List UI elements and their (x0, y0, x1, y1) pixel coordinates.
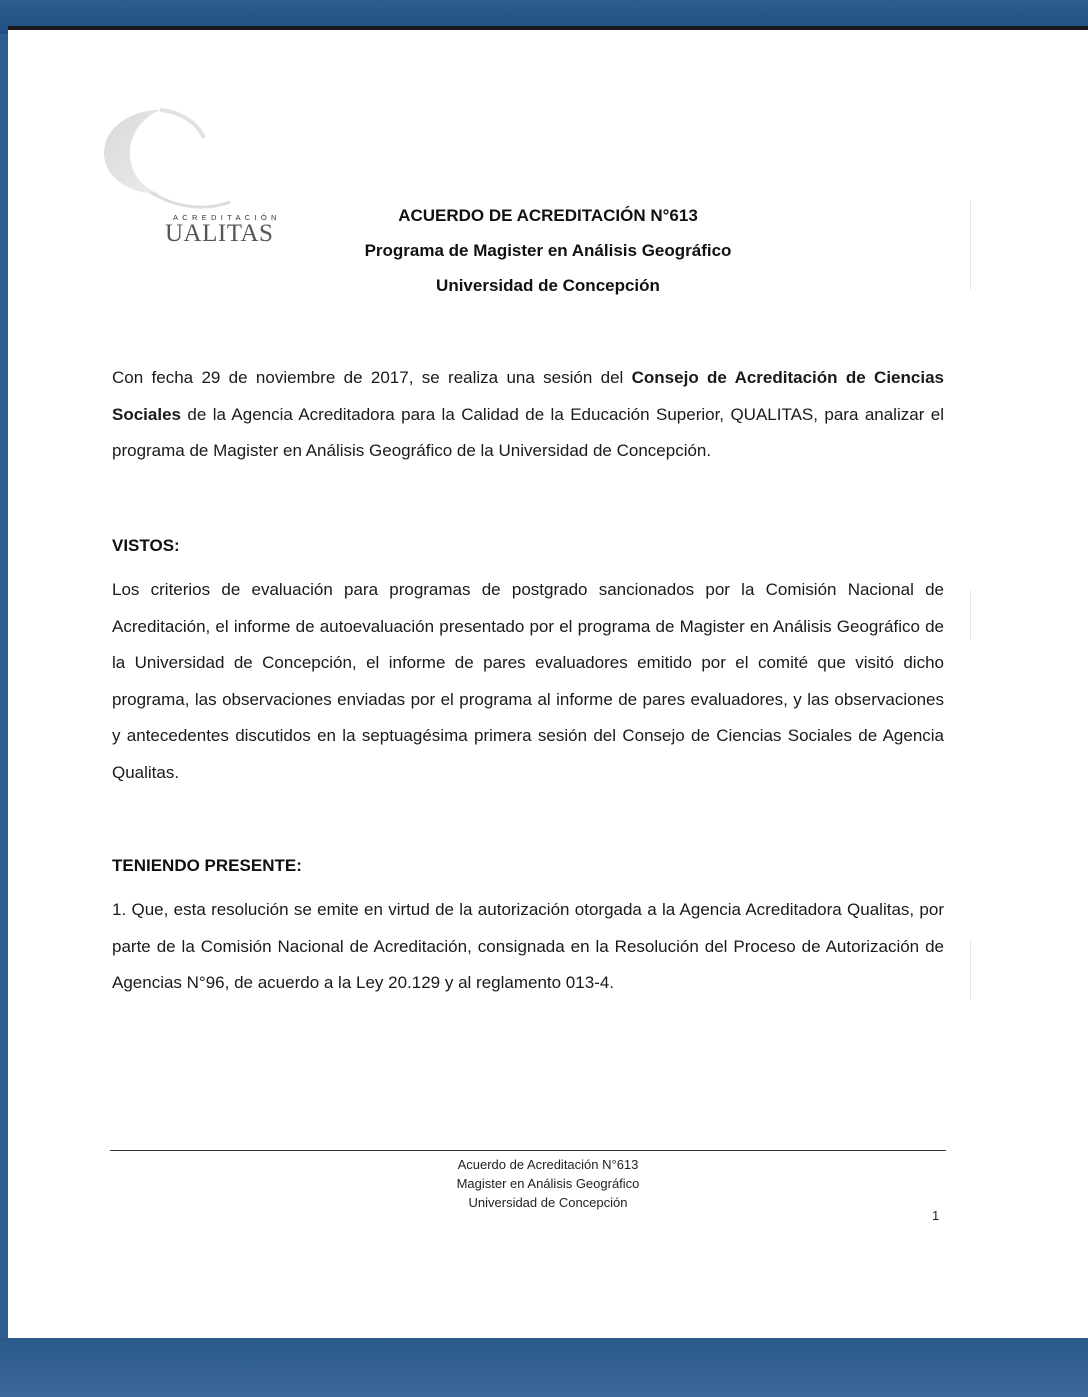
document-page (8, 26, 1088, 1338)
intro-text-end: de la Agencia Acreditadora para la Calidad de la Educación Superior, QUALITAS, para analizar el programa de Magister en Análisis Geográfico de la Universidad de Concepción. (112, 404, 944, 460)
intro-text-start: Con fecha 29 de noviembre de 2017, se realiza una sesión del (112, 368, 632, 387)
program-title: Programa de Magister en Análisis Geográfico (364, 241, 732, 260)
vistos-text: Los criterios de evaluación para programas de postgrado sancionados por la Comisión Nacional de Acreditación, el informe de autoevaluación presentado por el programa de Magister en Análisis Geográfico de la Universidad de Concepción, el informe de pares evaluadores emitido por el comité que visitó dicho programa, las observaciones enviadas por el programa al informe de pares evaluadores, y las observaciones y antecedentes discutidos en la septuagésima primera sesión del Consejo de Ciencias Sociales de Agencia Qualitas. (112, 580, 944, 782)
intro-bold-council: Consejo de Acreditación de Ciencias Sociales (112, 368, 944, 424)
teniendo-paragraph (112, 892, 944, 1002)
teniendo-presente-heading: TENIENDO PRESENTE: (112, 856, 302, 875)
footer-divider (110, 1150, 946, 1151)
logo-big-text: UALITAS (165, 220, 274, 247)
scan-artifact-mark (970, 590, 971, 640)
q-swoosh-icon (90, 98, 320, 218)
intro-paragraph (112, 360, 944, 470)
vistos-heading: VISTOS: (112, 536, 180, 555)
page-number: 1 (932, 1208, 940, 1223)
university-title: Universidad de Concepción (436, 276, 660, 295)
footer-line-1: Acuerdo de Acreditación N°613 (457, 1157, 639, 1172)
scan-artifact-mark (970, 940, 971, 1000)
footer-line-3: Universidad de Concepción (468, 1195, 628, 1210)
vistos-paragraph (112, 572, 944, 791)
scan-bottom-edge (0, 1338, 1088, 1397)
document-title: ACUERDO DE ACREDITACIÓN N°613 (398, 206, 698, 225)
footer-line-2: Magister en Análisis Geográfico (456, 1176, 640, 1191)
qualitas-logo (90, 98, 320, 247)
page-footer (8, 1155, 1088, 1212)
logo-small-text: ACREDITACIÓN (173, 213, 281, 222)
teniendo-item-1: 1. Que, esta resolución se emite en virtud de la autorización otorgada a la Agencia Acreditadora Qualitas, por parte de la Comisión Nacional de Acreditación, consignada en la Resolución del Proceso de Autorización de Agencias N°96, de acuerdo a la Ley 20.129 y al reglamento 013-4. (112, 900, 944, 992)
scan-artifact-mark (970, 200, 971, 290)
